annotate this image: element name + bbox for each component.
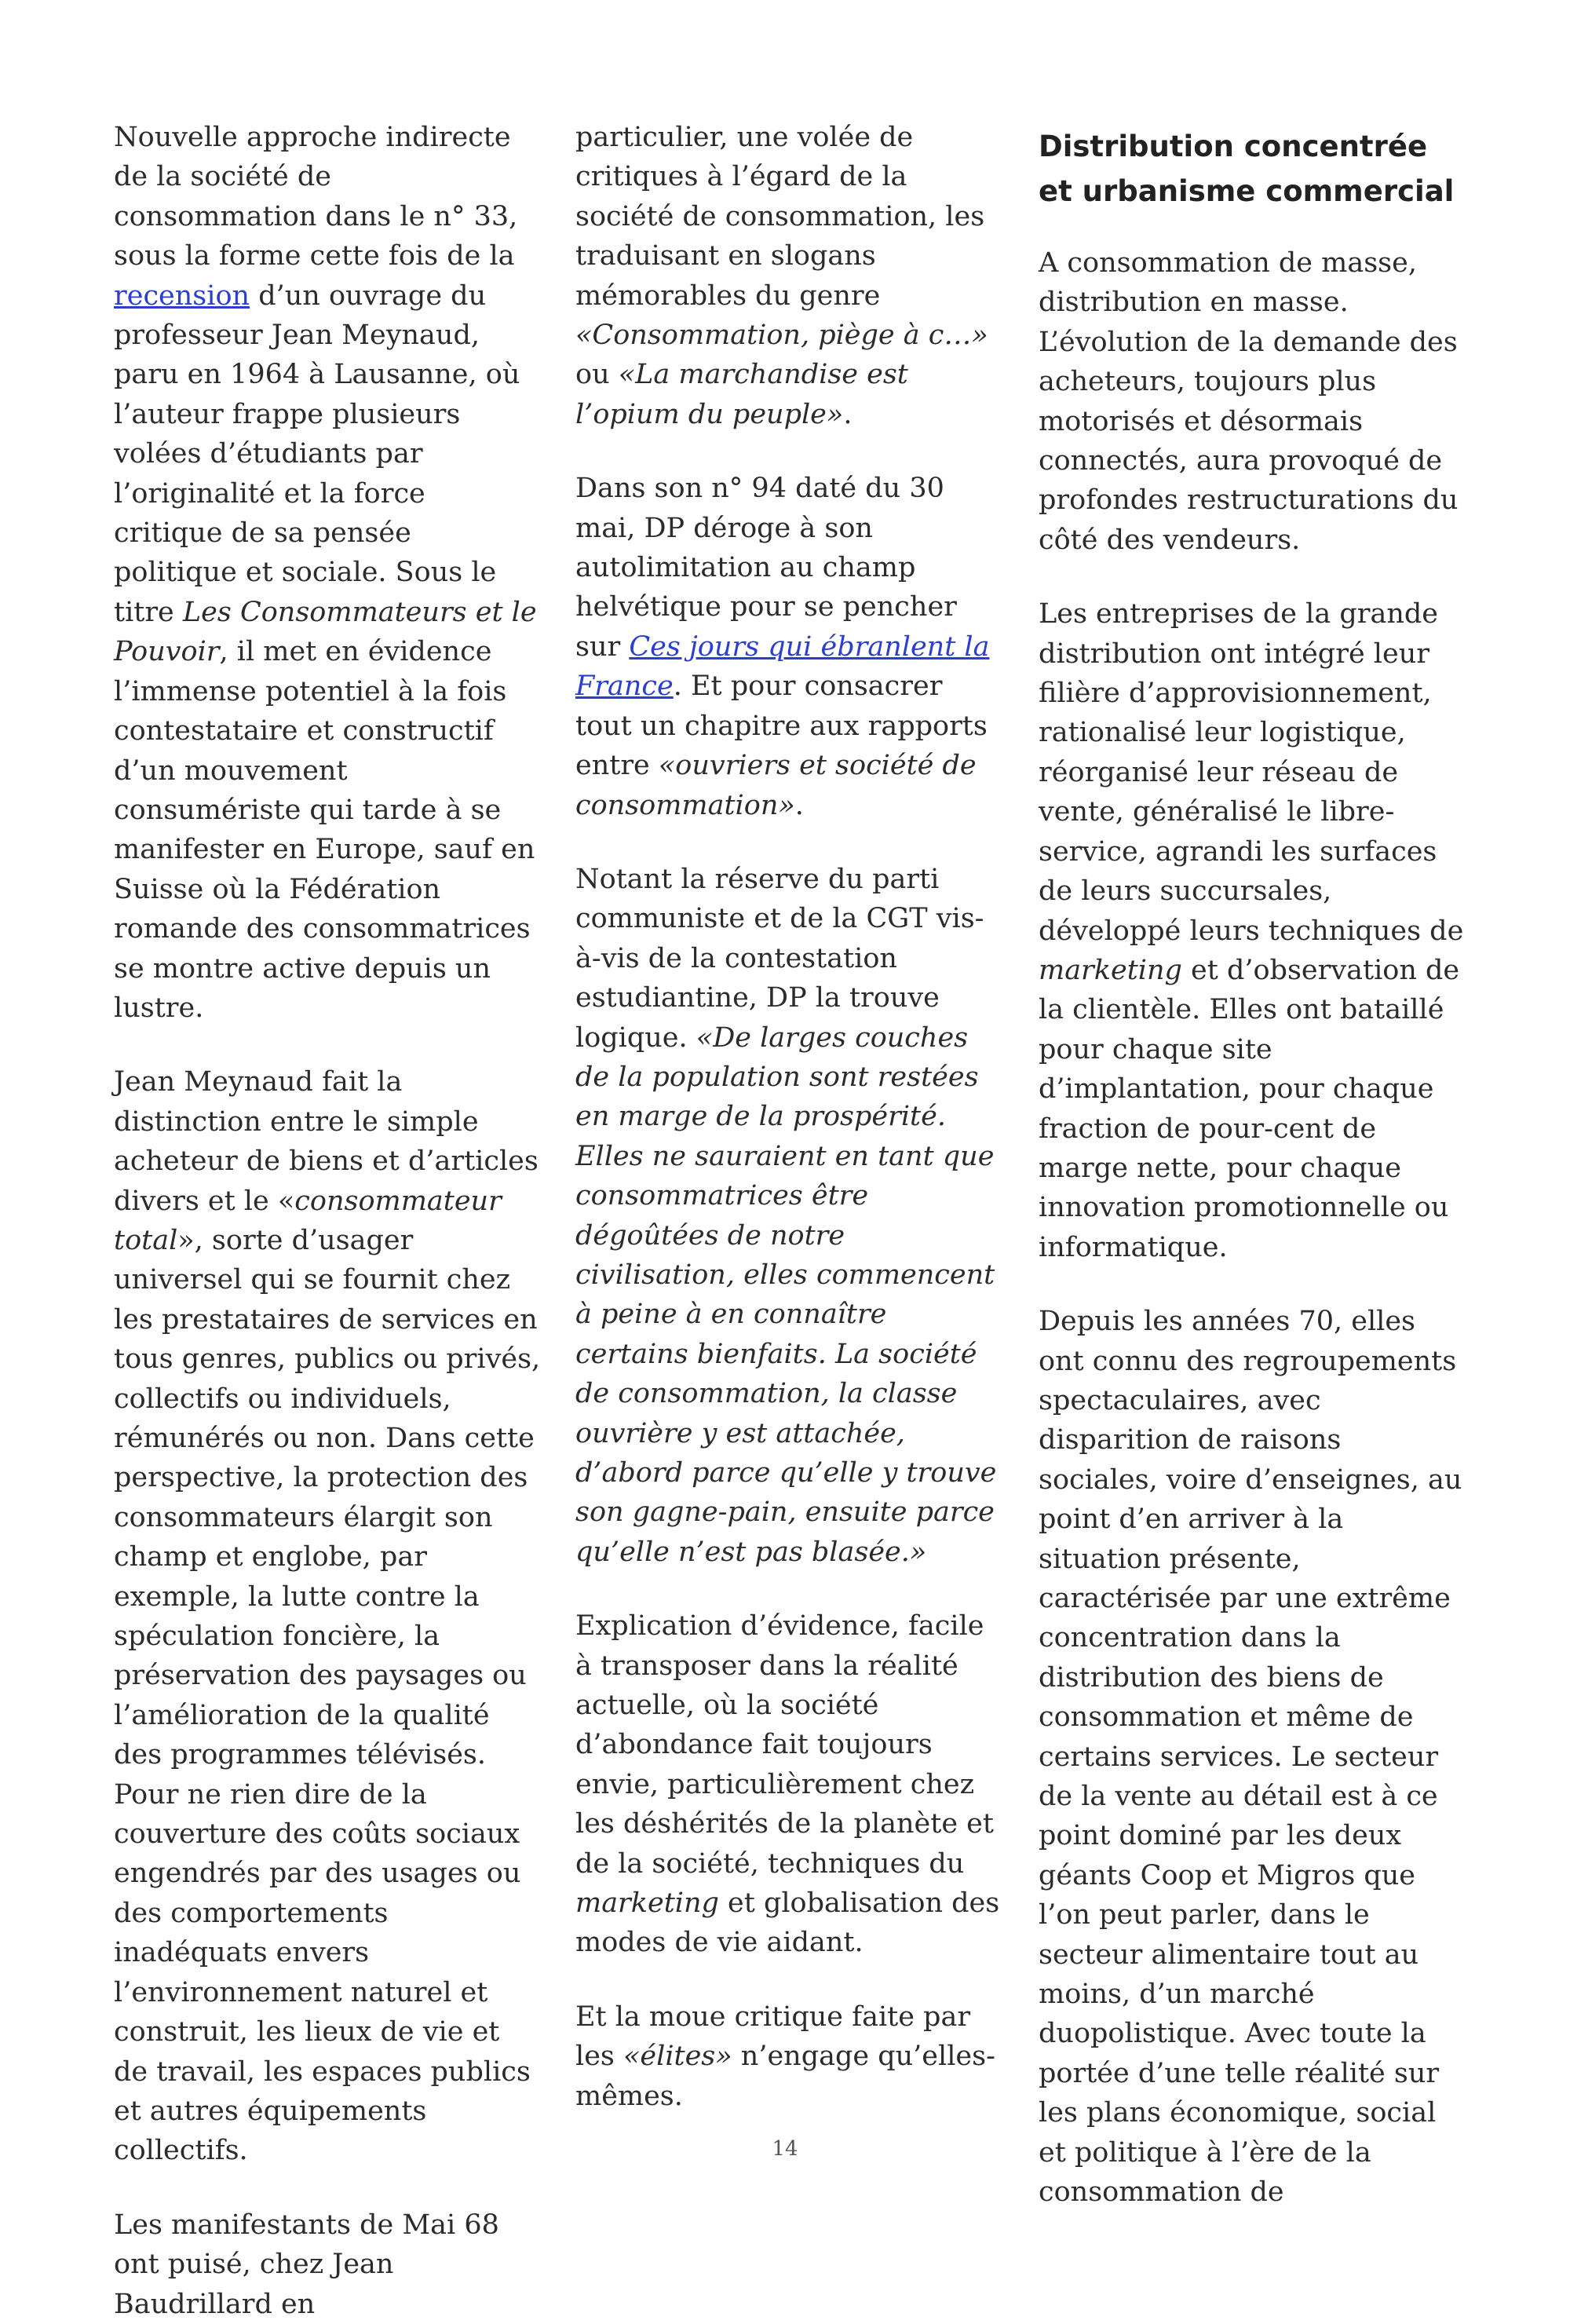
emphasis: consommateur total bbox=[114, 1185, 502, 1256]
paragraph: Jean Meynaud fait la distinction entre le simple acheteur de biens et d’articles divers et le «consommateur total», sorte d’usager universel qui se fournit chez les prestataires de services en tous genres, publics ou privés, collectifs ou individuels, rémunérés ou non. Dans cette perspective, la protection des consommateurs élargit son champ et englobe, par exemple, la lutte contre la spéculation foncière, la préservation des paysages ou l’amélioration de la qualité des programmes télévisés. Pour ne rien dire de la couverture des coûts sociaux engendrés par des usages ou des comportements inadéquats envers l’environnement naturel et construit, les lieux de vie et de travail, les espaces publics et autres équipements collectifs. bbox=[114, 1066, 541, 2167]
section-heading: Distribution concentrée et urbanisme commercial bbox=[1039, 130, 1455, 208]
paragraph: Les entreprises de la grande distribution ont intégré leur filière d’approvisionnement, rationalisé leur logistique, réorganisé leur réseau de vente, généralisé le libre-service, agrandi les surfaces de leurs succursales, développé leurs techniques de marketing et d’observation de la clientèle. Elles ont bataillé pour chaque site d’implantation, pour chaque fraction de pour-cent de marge nette, pour chaque innovation promotionnelle ou informatique. bbox=[1039, 598, 1464, 1263]
book-title: Les Consommateurs et le Pouvoir bbox=[114, 596, 537, 668]
paragraph: Dans son n° 94 daté du 30 mai, DP déroge à son autolimitation au champ helvétique pour se pencher sur Ces jours qui ébranlent la France. Et pour consacrer tout un chapitre aux rapports entre «ouvriers et société de consommation». bbox=[575, 473, 990, 821]
text-column-3 bbox=[1039, 118, 1466, 2213]
page-number: 14 bbox=[772, 2137, 798, 2161]
ces-jours-link[interactable]: Ces jours qui ébranlent la France bbox=[575, 630, 990, 703]
paragraph: Explication d’évidence, facile à transposer dans la réalité actuelle, où la société d’abondance fait toujours envie, particulièrement chez les déshérités de la planète et de la société, techniques du marketing et globalisation des modes de vie aidant. bbox=[575, 1610, 1000, 1959]
slogan-quote: «La marchandise est l’opium du peuple» bbox=[575, 359, 908, 430]
block-quote: «De larges couches de la population sont restées en marge de la prospérité. Elles ne sauraient en tant que consommatrices être dégoûtées de notre civilisation, elles commencent à peine à en connaître certains bienfaits. La société de consommation, la classe ouvrière y est attachée, d’abord parce qu’elle y trouve son gagne-pain, ensuite parce qu’elle n’est pas blasée.» bbox=[575, 1021, 997, 1568]
paragraph: Les manifestants de Mai 68 ont puisé, chez Jean Baudrillard en bbox=[114, 2209, 499, 2320]
paragraph: Et la moue critique faite par les «élites» n’engage qu’elles-mêmes. bbox=[575, 2001, 995, 2112]
paragraph: A consommation de masse, distribution en masse. L’évolution de la demande des acheteurs, toujours plus motorisés et désormais connectés, aura provoqué de profondes restructurations du côté des vendeurs. bbox=[1039, 247, 1459, 556]
emphasis: «élites» bbox=[623, 2041, 732, 2073]
emphasis: «ouvriers et société de consommation» bbox=[575, 750, 977, 821]
recension-link[interactable]: recension bbox=[114, 280, 250, 312]
paragraph: Notant la réserve du parti communiste et de la CGT vis-à-vis de la contestation estudiantine, DP la trouve logique. «De larges couches de la population sont restées en marge de la prospérité. Elles ne sauraient en tant que consommatrices être dégoûtées de notre civilisation, elles commencent à peine à en connaître certains bienfaits. La société de consommation, la classe ouvrière y est attachée, d’abord parce qu’elle y trouve son gagne-pain, ensuite parce qu’elle n’est pas blasée.» bbox=[575, 863, 997, 1568]
slogan-quote: «Consommation, piège à c…» bbox=[575, 320, 988, 352]
paragraph: Depuis les années 70, elles ont connu des regroupements spectaculaires, avec disparition de raisons sociales, voire d’enseignes, au point d’en arriver à la situation présente, caractérisée par une extrême concentration dans la distribution des biens de consommation et même de certains services. Le secteur de la vente au détail est à ce point dominé par les deux géants Coop et Migros que l’on peut parler, dans le secteur alimentaire tout au moins, d’un marché duopolistique. Avec toute la portée d’une telle réalité sur les plans économique, social et politique à l’ère de la consommation de bbox=[1039, 1306, 1462, 2209]
text-column-2 bbox=[575, 118, 1003, 2116]
paragraph: particulier, une volée de critiques à l’égard de la société de consommation, les traduisant en slogans mémorables du genre «Consommation, piège à c…» ou «La marchandise est l’opium du peuple». bbox=[575, 122, 988, 430]
text-column-1 bbox=[114, 118, 542, 2324]
emphasis: marketing bbox=[575, 1887, 719, 1920]
paragraph: Nouvelle approche indirecte de la société de consommation dans le n° 33, sous la forme cette fois de la recension d’un ouvrage du professeur Jean Meynaud, paru en 1964 à Lausanne, où l’auteur frappe plusieurs volées d’étudiants par l’originalité et la force critique de sa pensée politique et sociale. Sous le titre Les Consommateurs et le Pouvoir, il met en évidence l’immense potentiel à la fois contestataire et constructif d’un mouvement consumériste qui tarde à se manifester en Europe, sauf en Suisse où la Fédération romande des consommatrices se montre active depuis un lustre. bbox=[114, 122, 537, 1024]
emphasis: marketing bbox=[1039, 954, 1182, 986]
